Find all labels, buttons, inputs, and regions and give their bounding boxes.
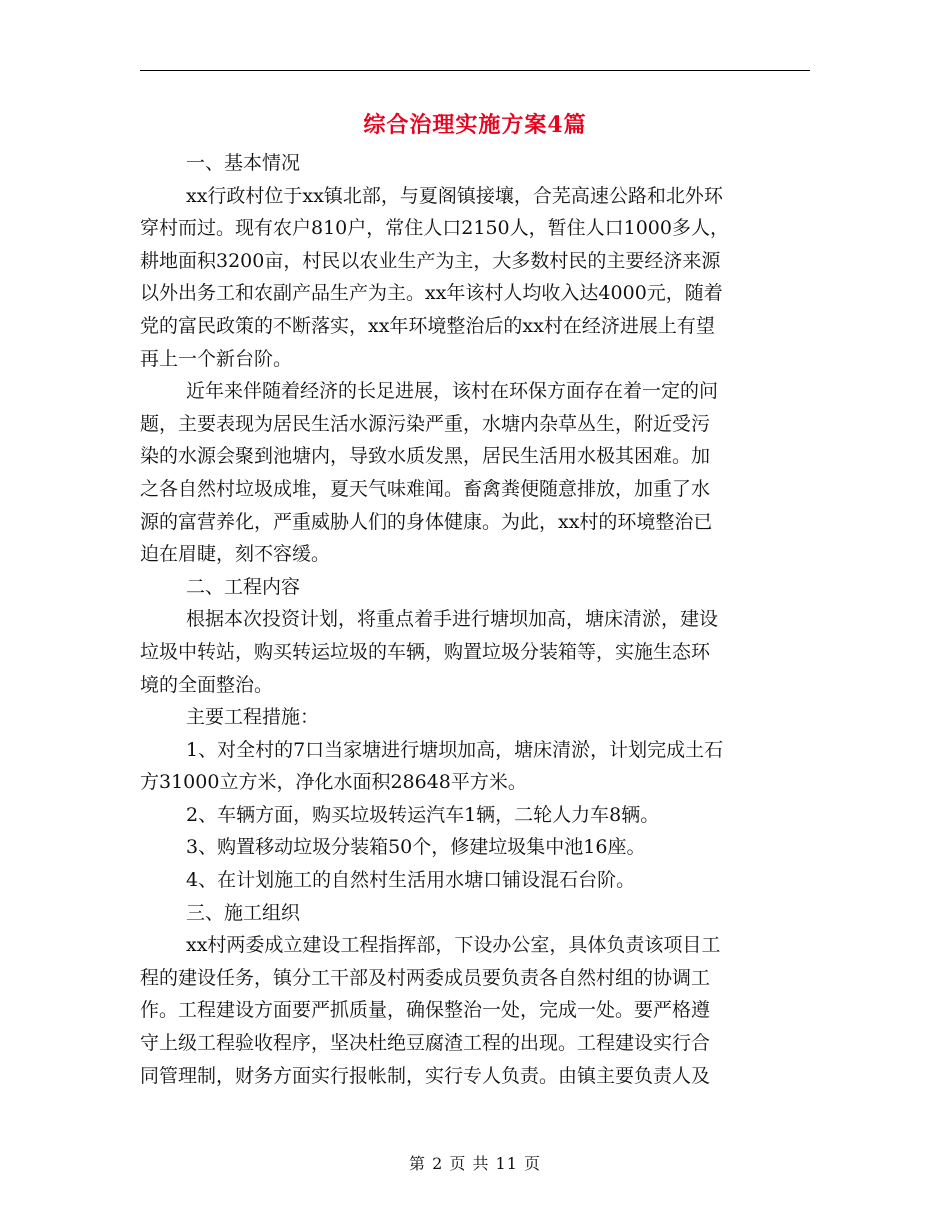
text-line: 主要工程措施： [186,706,320,729]
text-line: 党的富民政策的不断落实，xx年环境整治后的xx村在经济进展上有望 [140,314,715,337]
text-line: 之各自然村垃圾成堆，夏天气味难闻。畜禽粪便随意排放，加重了水 [140,477,711,500]
text-line: 穿村而过。现有农户810户，常住人口2150人，暂住人口1000多人， [140,217,729,240]
text-line: 染的水源会聚到池塘内，导致水质发黑，居民生活用水极其困难。加 [140,445,711,468]
footer-total-pages: 11 [495,1154,518,1173]
header-rule [140,70,810,71]
text-line: 源的富营养化，严重威胁人们的身体健康。为此，xx村的环境整治已 [140,510,713,533]
text-line: 再上一个新台阶。 [140,347,293,370]
text-line: 耕地面积3200亩，村民以农业生产为主，大多数村民的主要经济来源 [140,249,721,272]
text-line: 垃圾中转站，购买转运垃圾的车辆，购置垃圾分装箱等，实施生态环 [140,640,711,663]
text-line: 程的建设任务，镇分工干部及村两委成员要负责各自然村组的协调工 [140,966,711,989]
text-line: 3、购置移动垃圾分装箱50个，修建垃圾集中池16座。 [186,836,646,859]
text-line: 境的全面整治。 [140,673,274,696]
text-line: xx行政村位于xx镇北部，与夏阁镇接壤，合芜高速公路和北外环 [186,184,723,207]
text-line: 近年来伴随着经济的长足进展，该村在环保方面存在着一定的问 [186,380,719,403]
document-body [140,147,810,1092]
text-line: 同管理制，财务方面实行报帐制，实行专人负责。由镇主要负责人及 [140,1064,711,1087]
page-footer [0,1152,950,1176]
footer-suffix: 页 [524,1154,542,1173]
text-line: 根据本次投资计划，将重点着手进行塘坝加高，塘床清淤，建设 [186,608,719,631]
text-line: 一、基本情况 [186,152,301,174]
text-line: 1、对全村的7口当家塘进行塘坝加高，塘床清淤，计划完成土石 [186,738,724,761]
text-line: 以外出务工和农副产品生产为主。xx年该村人均收入达4000元，随着 [140,282,723,305]
text-line: xx村两委成立建设工程指挥部，下设办公室，具体负责该项目工 [186,934,721,957]
text-line: 二、工程内容 [186,575,301,598]
text-line: 方31000立方米，净化水面积28648平方米。 [140,771,527,794]
text-line: 守上级工程验收程序，坚决杜绝豆腐渣工程的出现。工程建设实行合 [140,1032,711,1055]
text-line: 2、车辆方面，购买垃圾转运汽车1辆，二轮人力车8辆。 [186,803,660,826]
text-line: 题，主要表现为居民生活水源污染严重，水塘内杂草丛生，附近受污 [140,412,711,435]
footer-prefix: 第 [408,1154,426,1173]
text-line: 作。工程建设方面要严抓质量，确保整治一处，完成一处。要严格遵 [140,999,711,1022]
footer-middle: 页 共 [449,1154,490,1173]
text-line: 迫在眉睫，刻不容缓。 [140,543,331,566]
footer-current-page: 2 [432,1154,444,1173]
text-line: 三、施工组织 [186,901,301,924]
document-title: 综合治理实施方案4篇 [363,112,587,138]
text-line: 4、在计划施工的自然村生活用水塘口铺设混石台阶。 [186,869,636,892]
